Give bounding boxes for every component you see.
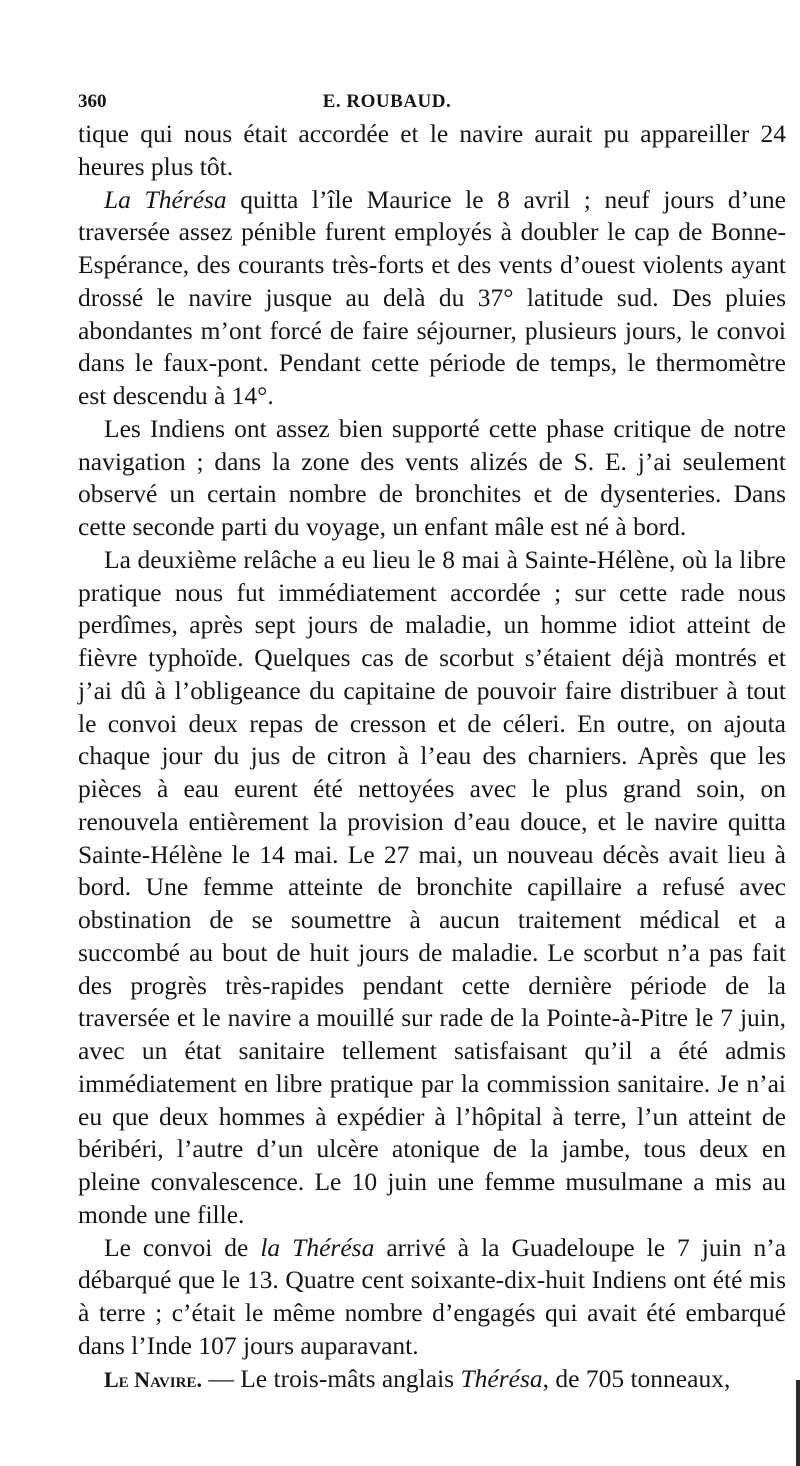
paragraph: [78, 184, 786, 413]
text-run: Le convoi de: [104, 1232, 261, 1262]
text-run: Thérésa: [460, 1363, 543, 1393]
section-lead: Le Navire.: [104, 1366, 202, 1392]
text-run: la Thérésa: [260, 1232, 375, 1262]
text-run: tique qui nous était accordée et le navire aurait pu appareiller 24 heures plus tôt.: [78, 119, 786, 181]
book-page: [78, 86, 786, 1396]
text-run: , de 705 tonneaux,: [542, 1363, 731, 1393]
paragraph: [78, 1232, 786, 1363]
body-text: [78, 118, 786, 1396]
text-run: La Thérésa: [104, 184, 227, 214]
running-title: E. ROUBAUD.: [322, 91, 452, 112]
text-run: quitta l’île Maurice le 8 avril ; neuf jours d’une traversée assez pénible furent employés à doubler le cap de Bonne-Espérance, des courants très-forts et des vents d’ouest violents ayant drossé le navire jusque au delà du 37° latitude sud. Des pluies abondantes m’ont forcé de faire séjourner, plusieurs jours, le convoi dans le faux-pont. Pendant cette période de temps, le thermomètre est descendu à 14°.: [78, 184, 786, 410]
paragraph: [78, 544, 786, 1232]
paragraph: [78, 1363, 786, 1397]
paragraph: [78, 413, 786, 544]
paragraph: [78, 118, 786, 184]
text-run: — Le trois-mâts anglais: [201, 1363, 461, 1393]
text-run: La deuxième relâche a eu lieu le 8 mai à Sainte-Hélène, où la libre pratique nous fut immédiatement accordée ; sur cette rade nous perdîmes, après sept jours de maladie, un homme idiot atteint de fièvre typhoïde. Quelques cas de scorbut s’étaient déjà montrés et j’ai dû à l’obligeance du capitaine de pouvoir faire distribuer à tout le convoi deux repas de cresson et de céleri. En outre, on ajouta chaque jour du jus de citron à l’eau des charniers. Après que les pièces à eau eurent été nettoyées avec le plus grand soin, on renouvela entièrement la provision d’eau douce, et le navire quitta Sainte-Hélène le 14 mai. Le 27 mai, un nouveau décès avait lieu à bord. Une femme atteinte de bronchite capillaire a refusé avec obstination de se soumettre à aucun traitement médical et a succombé au bout de huit jours de maladie. Le scorbut n’a pas fait des progrès très-rapides pendant cette dernière période de la traversée et le navire a mouillé sur rade de la Pointe-à-Pitre le 7 juin, avec un état sanitaire tellement satisfaisant qu’il a été admis immédiatement en libre pratique par la commission sanitaire. Je n’ai eu que deux hommes à expédier à l’hôpital à terre, l’un atteint de béribéri, l’autre d’un ulcère atonique de la jambe, tous deux en pleine convalescence. Le 10 juin une femme musulmane a mis au monde une fille.: [78, 544, 786, 1229]
page-header: [78, 86, 786, 118]
text-run: Les Indiens ont assez bien supporté cette phase critique de notre navigation ; dans la zone des vents alizés de S. E. j’ai seulement observé un certain nombre de bronchites et de dysenteries. Dans cette seconde parti du voyage, un enfant mâle est né à bord.: [78, 413, 786, 541]
page-number: 360: [78, 91, 107, 112]
text-run: arrivé à la Guadeloupe le 7 juin n’a débarqué que le 13. Quatre cent soixante-dix-huit Indiens ont été mis à terre ; c’était le même nombre d’engagés qui avait été embarqué dans l’Inde 107 jours auparavant.: [78, 1232, 787, 1360]
page-edge-shadow: [796, 1380, 800, 1466]
